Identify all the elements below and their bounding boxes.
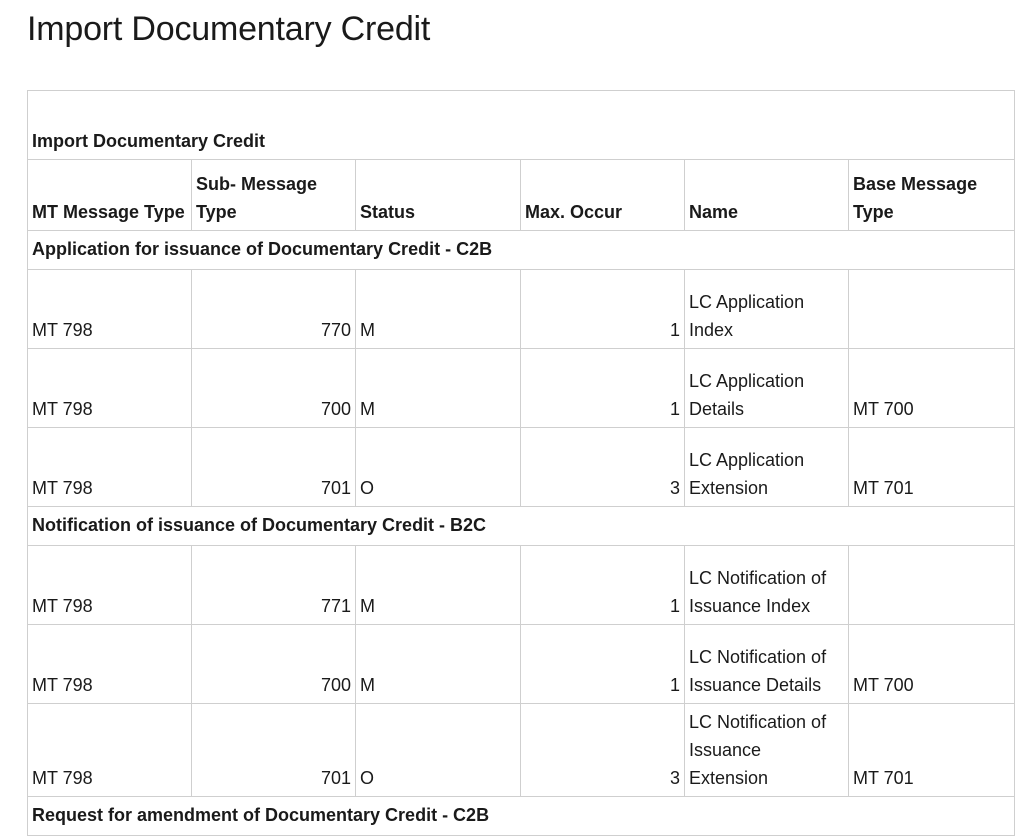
cell-mt-type: MT 798	[28, 625, 192, 704]
cell-name: LC Application Details	[685, 349, 849, 428]
cell-status: M	[356, 546, 521, 625]
section-row	[28, 797, 1015, 836]
cell-sub-type: 700	[192, 625, 356, 704]
table-row	[28, 428, 1015, 507]
cell-status: O	[356, 428, 521, 507]
cell-sub-type: 701	[192, 704, 356, 797]
cell-status: M	[356, 270, 521, 349]
cell-status: O	[356, 704, 521, 797]
section-row	[28, 231, 1015, 270]
cell-base-type: MT 700	[849, 625, 1015, 704]
cell-sub-type: 770	[192, 270, 356, 349]
cell-base-type	[849, 270, 1015, 349]
cell-mt-type: MT 798	[28, 428, 192, 507]
section-title: Application for issuance of Documentary Credit - C2B	[28, 231, 1015, 270]
header-sub-message-type: Sub- Message Type	[192, 160, 356, 231]
cell-max-occur: 3	[521, 704, 685, 797]
table-caption: Import Documentary Credit	[28, 91, 1015, 160]
cell-sub-type: 700	[192, 349, 356, 428]
table-row	[28, 625, 1015, 704]
cell-mt-type: MT 798	[28, 546, 192, 625]
header-max-occur: Max. Occur	[521, 160, 685, 231]
documentary-credit-table	[27, 90, 1015, 836]
header-name: Name	[685, 160, 849, 231]
cell-sub-type: 771	[192, 546, 356, 625]
cell-max-occur: 1	[521, 349, 685, 428]
table-row	[28, 704, 1015, 797]
cell-max-occur: 1	[521, 625, 685, 704]
page-title: Import Documentary Credit	[27, 10, 431, 48]
header-mt-message-type: MT Message Type	[28, 160, 192, 231]
cell-name: LC Notification of Issuance Extension	[685, 704, 849, 797]
cell-mt-type: MT 798	[28, 270, 192, 349]
table-row	[28, 349, 1015, 428]
table-row	[28, 270, 1015, 349]
cell-max-occur: 1	[521, 546, 685, 625]
cell-base-type: MT 700	[849, 349, 1015, 428]
cell-base-type: MT 701	[849, 704, 1015, 797]
cell-name: LC Application Extension	[685, 428, 849, 507]
table-header-row	[28, 160, 1015, 231]
cell-max-occur: 1	[521, 270, 685, 349]
table-caption-row	[28, 91, 1015, 160]
header-base-message-type: Base Message Type	[849, 160, 1015, 231]
header-status: Status	[356, 160, 521, 231]
cell-name: LC Notification of Issuance Details	[685, 625, 849, 704]
cell-status: M	[356, 349, 521, 428]
cell-name: LC Application Index	[685, 270, 849, 349]
table-row	[28, 546, 1015, 625]
cell-mt-type: MT 798	[28, 349, 192, 428]
cell-mt-type: MT 798	[28, 704, 192, 797]
cell-name: LC Notification of Issuance Index	[685, 546, 849, 625]
section-title: Notification of issuance of Documentary Credit - B2C	[28, 507, 1015, 546]
section-title: Request for amendment of Documentary Credit - C2B	[28, 797, 1015, 836]
cell-base-type	[849, 546, 1015, 625]
cell-status: M	[356, 625, 521, 704]
section-row	[28, 507, 1015, 546]
cell-max-occur: 3	[521, 428, 685, 507]
cell-sub-type: 701	[192, 428, 356, 507]
cell-base-type: MT 701	[849, 428, 1015, 507]
